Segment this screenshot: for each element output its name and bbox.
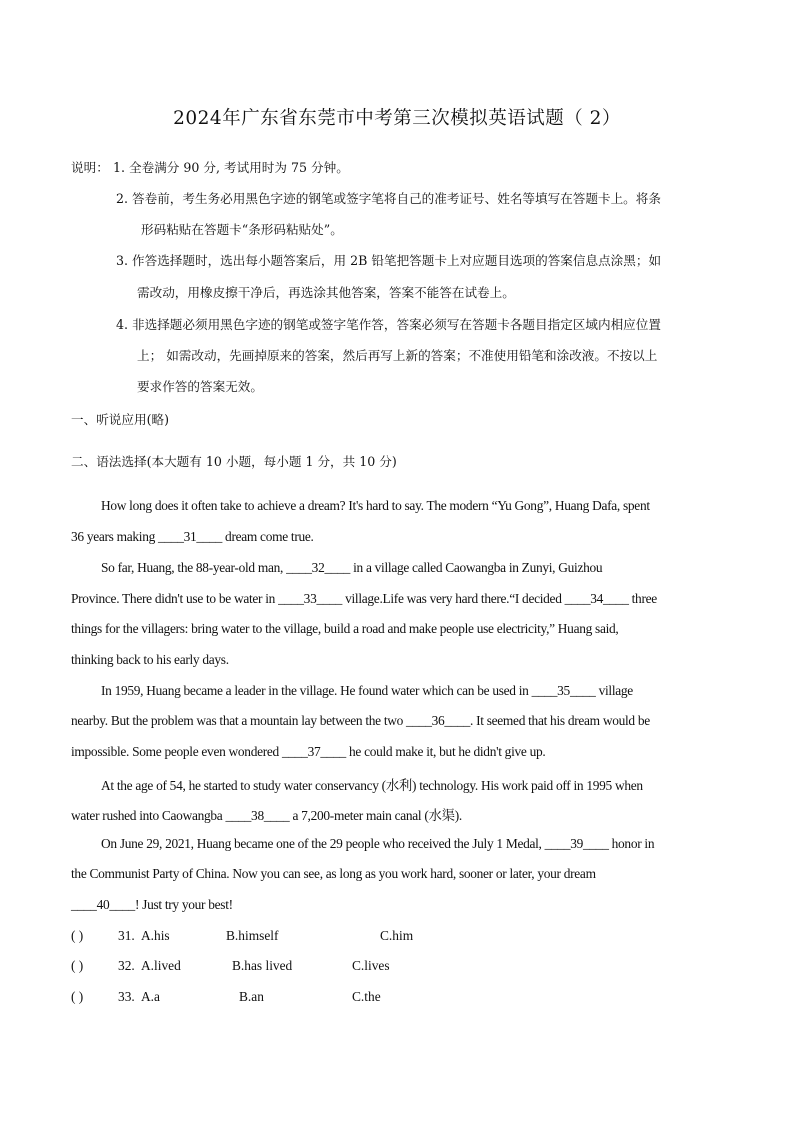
question-number: 33.	[118, 989, 135, 1004]
passage-line: Province. There didn't use to be water in ____33____ village.Life was very hard there.“I decided ____34____ three	[71, 591, 657, 606]
answer-bracket: ( )	[71, 958, 84, 973]
question-number: 31.	[118, 928, 135, 943]
option-a: A.his	[141, 928, 170, 943]
option-c: C.lives	[352, 958, 390, 973]
option-c: C.him	[380, 928, 414, 943]
instruction-item: 4. 非选择题必须用黑色字迹的钢笔或签字笔作答，答案必须写在答题卡各题目指定区域内相应位置	[116, 317, 661, 332]
option-a: A.a	[141, 989, 160, 1004]
instruction-item: 形码粘贴在答题卡“条形码粘贴处”。	[141, 222, 343, 237]
instruction-item: 3. 作答选择题时，选出每小题答案后，用 2B 铅笔把答题卡上对应题目选项的答案信息点涂黑；如	[116, 253, 662, 268]
passage-line: How long does it often take to achieve a dream? It's hard to say. The modern “Yu Gong”, Huang Dafa, spent	[101, 498, 650, 513]
option-b: B.has lived	[232, 958, 293, 973]
question-number: 32.	[118, 958, 135, 973]
passage-line: nearby. But the problem was that a mountain lay between the two ____36____. It seemed that his dream would be	[71, 713, 650, 728]
passage-line: ____40____! Just try your best!	[71, 897, 233, 912]
option-a: A.lived	[141, 958, 181, 973]
passage-line: things for the villagers: bring water to the village, build a road and make people use electricity,” Huang said,	[71, 621, 619, 636]
section-heading-listening: 一、听说应用(略)	[71, 412, 169, 427]
instruction-item: 1. 全卷满分 90 分, 考试用时为 75 分钟。	[113, 160, 349, 175]
instruction-item: 需改动，用橡皮擦干净后，再选涂其他答案，答案不能答在试卷上。	[137, 285, 515, 300]
passage-line: At the age of 54, he started to study water conservancy (水利) technology. His work paid off in 1995 when	[101, 778, 643, 793]
instruction-item: 2. 答卷前，考生务必用黑色字迹的钢笔或签字笔将自己的准考证号、姓名等填写在答题卡上。将条	[116, 191, 661, 206]
section-heading-grammar: 二、语法选择(本大题有 10 小题，每小题 1 分，共 10 分)	[71, 454, 397, 469]
option-b: B.himself	[226, 928, 279, 943]
answer-bracket: ( )	[71, 928, 84, 943]
passage-line: the Communist Party of China. Now you can see, as long as you work hard, sooner or later, your dream	[71, 866, 596, 881]
page-title: 2024年广东省东莞市中考第三次模拟英语试题（ 2）	[173, 108, 621, 129]
passage-line: In 1959, Huang became a leader in the village. He found water which can be used in ____35____ village	[101, 683, 633, 698]
passage-line: On June 29, 2021, Huang became one of the 29 people who received the July 1 Medal, ____39____ honor in	[101, 836, 655, 851]
option-c: C.the	[352, 989, 381, 1004]
passage-line: 36 years making ____31____ dream come true.	[71, 529, 314, 544]
passage-line: So far, Huang, the 88-year-old man, ____32____ in a village called Caowangba in Zunyi, Guizhou	[101, 560, 603, 575]
passage-line: water rushed into Caowangba ____38____ a 7,200-meter main canal (水渠).	[71, 808, 462, 823]
instruction-item: 上； 如需改动，先画掉原来的答案，然后再写上新的答案；不准使用铅笔和涂改液。不按以上	[137, 348, 658, 363]
option-b: B.an	[239, 989, 264, 1004]
passage-line: impossible. Some people even wondered ____37____ he could make it, but he didn't give up.	[71, 744, 546, 759]
answer-bracket: ( )	[71, 989, 84, 1004]
instruction-item: 要求作答的答案无效。	[137, 379, 263, 394]
instructions-lead: 说明：	[71, 160, 109, 175]
passage-line: thinking back to his early days.	[71, 652, 229, 667]
